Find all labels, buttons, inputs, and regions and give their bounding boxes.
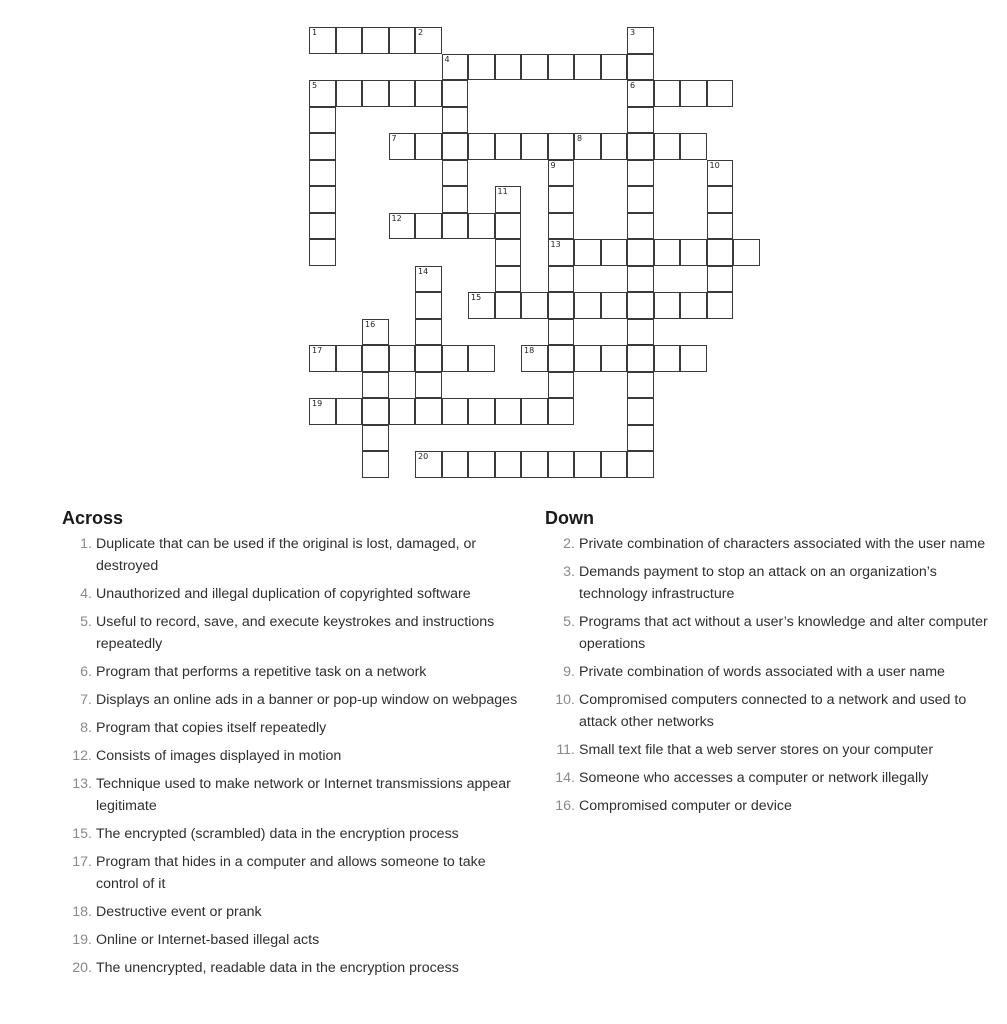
grid-cell[interactable] [601, 451, 628, 478]
grid-cell[interactable] [468, 398, 495, 425]
across-clue [62, 717, 527, 739]
clue-number: 5. [563, 614, 575, 630]
grid-cell[interactable] [574, 451, 601, 478]
cell-number: 3 [630, 28, 636, 37]
down-clue [545, 611, 1005, 655]
down-clue-list [545, 533, 1005, 823]
grid-cell[interactable] [574, 345, 601, 372]
across-clue [62, 773, 527, 817]
grid-cell-18[interactable] [521, 345, 548, 372]
grid-cell[interactable] [627, 160, 654, 187]
grid-cell[interactable] [627, 451, 654, 478]
grid-cell[interactable] [548, 54, 575, 81]
grid-cell[interactable] [627, 345, 654, 372]
grid-cell-15[interactable] [468, 292, 495, 319]
grid-cell[interactable] [601, 345, 628, 372]
grid-cell[interactable] [707, 266, 734, 293]
grid-cell[interactable] [442, 398, 469, 425]
clue-number: 12. [72, 748, 92, 764]
grid-cell[interactable] [415, 213, 442, 240]
grid-cell[interactable] [309, 160, 336, 187]
clue-number: 7. [80, 692, 92, 708]
clue-text: Programs that act without a user’s knowledge and alter computer operations [579, 614, 988, 652]
grid-cell[interactable] [601, 133, 628, 160]
clue-number: 8. [80, 720, 92, 736]
across-clue [62, 957, 527, 979]
clue-text: Unauthorized and illegal duplication of copyrighted software [96, 586, 471, 602]
grid-cell-17[interactable] [309, 345, 336, 372]
across-clue [62, 583, 527, 605]
grid-cell[interactable] [495, 292, 522, 319]
grid-cell[interactable] [495, 398, 522, 425]
clue-number: 13. [72, 776, 92, 792]
grid-cell[interactable] [389, 398, 416, 425]
grid-cell[interactable] [574, 239, 601, 266]
grid-cell[interactable] [548, 213, 575, 240]
grid-cell[interactable] [627, 425, 654, 452]
grid-cell[interactable] [442, 186, 469, 213]
grid-cell[interactable] [601, 54, 628, 81]
grid-cell[interactable] [548, 266, 575, 293]
grid-cell[interactable] [601, 239, 628, 266]
grid-cell[interactable] [680, 239, 707, 266]
grid-cell[interactable] [548, 398, 575, 425]
grid-cell[interactable] [627, 107, 654, 134]
cell-number: 12 [391, 213, 402, 223]
clue-number: 6. [80, 664, 92, 680]
down-heading: Down [545, 508, 594, 528]
grid-cell[interactable] [468, 213, 495, 240]
grid-cell[interactable] [468, 451, 495, 478]
grid-cell[interactable] [548, 372, 575, 399]
grid-cell[interactable] [362, 372, 389, 399]
grid-cell[interactable] [707, 292, 734, 319]
across-heading: Across [62, 508, 124, 528]
grid-cell-12[interactable] [389, 213, 416, 240]
crossword-grid [309, 27, 759, 477]
grid-cell[interactable] [680, 133, 707, 160]
clue-number: 17. [72, 854, 92, 870]
grid-cell[interactable] [627, 54, 654, 81]
clue-text: Displays an online ads in a banner or pop-up window on webpages [96, 692, 518, 708]
grid-cell[interactable] [654, 292, 681, 319]
grid-cell-4[interactable] [442, 54, 469, 81]
grid-cell[interactable] [574, 54, 601, 81]
grid-cell[interactable] [495, 239, 522, 266]
grid-cell[interactable] [707, 186, 734, 213]
grid-cell[interactable] [309, 239, 336, 266]
grid-cell[interactable] [362, 425, 389, 452]
grid-cell[interactable] [495, 213, 522, 240]
cell-number: 20 [418, 452, 429, 461]
grid-cell[interactable] [442, 451, 469, 478]
grid-cell[interactable] [654, 239, 681, 266]
across-clue [62, 661, 527, 683]
cell-number: 17 [312, 346, 323, 355]
cell-number: 8 [577, 134, 583, 143]
grid-cell[interactable] [336, 80, 363, 107]
grid-cell-13[interactable] [548, 239, 575, 266]
clue-text: Private combination of words associated with a user name [579, 664, 945, 680]
cell-number: 18 [524, 346, 535, 355]
grid-cell[interactable] [654, 133, 681, 160]
grid-cell[interactable] [548, 319, 575, 346]
grid-cell-8[interactable] [574, 133, 601, 160]
grid-cell[interactable] [521, 133, 548, 160]
down-clue [545, 661, 1005, 683]
cell-number: 11 [497, 187, 508, 196]
clue-text: Online or Internet-based illegal acts [96, 932, 320, 948]
grid-cell[interactable] [468, 133, 495, 160]
grid-cell[interactable] [495, 54, 522, 81]
grid-cell[interactable] [415, 133, 442, 160]
grid-cell[interactable] [309, 186, 336, 213]
grid-cell[interactable] [548, 345, 575, 372]
cell-number: 5 [312, 81, 318, 90]
grid-cell-16[interactable] [362, 319, 389, 346]
grid-cell[interactable] [415, 345, 442, 372]
cell-number: 13 [550, 240, 561, 249]
grid-cell-20[interactable] [415, 451, 442, 478]
across-clue [62, 823, 527, 845]
clue-text: Consists of images displayed in motion [96, 748, 342, 764]
grid-cell[interactable] [654, 345, 681, 372]
clue-number: 4. [80, 586, 92, 602]
down-clue [545, 767, 1005, 789]
down-clue [545, 795, 1005, 817]
across-clue-list [62, 533, 527, 985]
grid-cell[interactable] [521, 292, 548, 319]
clue-number: 2. [563, 536, 575, 552]
grid-cell[interactable] [415, 372, 442, 399]
grid-cell[interactable] [362, 27, 389, 54]
down-clue [545, 739, 1005, 761]
cell-number: 6 [630, 81, 636, 90]
grid-cell[interactable] [707, 80, 734, 107]
grid-cell[interactable] [627, 186, 654, 213]
clue-text: Program that copies itself repeatedly [96, 720, 327, 736]
grid-cell[interactable] [680, 345, 707, 372]
cell-number: 9 [550, 160, 556, 170]
grid-cell[interactable] [495, 266, 522, 293]
clue-number: 18. [72, 904, 92, 920]
grid-cell[interactable] [521, 398, 548, 425]
grid-cell[interactable] [548, 292, 575, 319]
clue-number: 1. [80, 536, 92, 552]
clue-text: Compromised computers connected to a network and used to attack other networks [579, 692, 967, 730]
across-clue [62, 929, 527, 951]
grid-cell-9[interactable] [548, 160, 575, 187]
cell-number: 19 [312, 399, 323, 408]
clue-number: 10. [555, 692, 575, 708]
across-clue [62, 533, 527, 577]
grid-cell[interactable] [362, 345, 389, 372]
grid-cell-7[interactable] [389, 133, 416, 160]
grid-cell-2[interactable] [415, 27, 442, 54]
grid-cell[interactable] [548, 451, 575, 478]
clue-text: Private combination of characters associated with the user name [579, 536, 986, 552]
grid-cell[interactable] [654, 80, 681, 107]
cell-number: 4 [444, 54, 450, 64]
grid-cell-11[interactable] [495, 186, 522, 213]
grid-cell[interactable] [442, 160, 469, 187]
grid-cell[interactable] [627, 372, 654, 399]
clue-number: 20. [72, 960, 92, 976]
grid-cell-1[interactable] [309, 27, 336, 54]
clue-text: Program that performs a repetitive task on a network [96, 664, 427, 680]
grid-cell[interactable] [601, 292, 628, 319]
clue-text: Duplicate that can be used if the original is lost, damaged, or destroyed [96, 536, 477, 574]
clue-text: Useful to record, save, and execute keystrokes and instructions repeatedly [96, 614, 495, 652]
grid-cell-5[interactable] [309, 80, 336, 107]
grid-cell[interactable] [309, 107, 336, 134]
grid-cell[interactable] [309, 133, 336, 160]
grid-cell[interactable] [521, 54, 548, 81]
grid-cell[interactable] [336, 27, 363, 54]
grid-cell[interactable] [574, 292, 601, 319]
grid-cell[interactable] [362, 398, 389, 425]
cell-number: 1 [312, 28, 318, 37]
clue-text: The unencrypted, readable data in the encryption process [96, 960, 459, 976]
grid-cell[interactable] [521, 451, 548, 478]
clue-number: 15. [72, 826, 92, 842]
grid-cell-6[interactable] [627, 80, 654, 107]
grid-cell[interactable] [627, 319, 654, 346]
grid-cell[interactable] [442, 345, 469, 372]
grid-cell[interactable] [442, 107, 469, 134]
clue-number: 11. [556, 742, 575, 758]
grid-cell[interactable] [442, 80, 469, 107]
down-clue [545, 533, 1005, 555]
cell-number: 16 [365, 319, 376, 329]
grid-cell[interactable] [442, 133, 469, 160]
grid-cell[interactable] [362, 451, 389, 478]
grid-cell[interactable] [389, 27, 416, 54]
grid-cell[interactable] [495, 133, 522, 160]
grid-cell[interactable] [389, 80, 416, 107]
grid-cell[interactable] [415, 398, 442, 425]
clue-text: Compromised computer or device [579, 798, 792, 814]
clue-text: Destructive event or prank [96, 904, 262, 920]
cell-number: 15 [471, 293, 482, 302]
clue-text: The encrypted (scrambled) data in the encryption process [96, 826, 459, 842]
grid-cell[interactable] [389, 345, 416, 372]
cell-number: 7 [391, 134, 397, 143]
grid-cell[interactable] [733, 239, 760, 266]
grid-cell[interactable] [336, 398, 363, 425]
grid-cell-10[interactable] [707, 160, 734, 187]
cell-number: 2 [418, 28, 424, 37]
cell-number: 10 [709, 160, 720, 170]
clue-text: Technique used to make network or Internet transmissions appear legitimate [96, 776, 511, 814]
across-clue [62, 745, 527, 767]
grid-cell[interactable] [362, 80, 389, 107]
grid-cell[interactable] [442, 213, 469, 240]
grid-cell[interactable] [415, 319, 442, 346]
down-clue [545, 689, 1005, 733]
cell-number: 14 [418, 266, 429, 276]
grid-cell[interactable] [415, 80, 442, 107]
clue-text: Program that hides in a computer and allows someone to take control of it [96, 854, 486, 892]
down-clue [545, 561, 1005, 605]
grid-cell[interactable] [627, 398, 654, 425]
grid-cell[interactable] [707, 239, 734, 266]
grid-cell[interactable] [627, 213, 654, 240]
grid-cell-19[interactable] [309, 398, 336, 425]
grid-cell[interactable] [548, 186, 575, 213]
clue-number: 19. [72, 932, 92, 948]
grid-cell[interactable] [707, 213, 734, 240]
grid-cell[interactable] [495, 451, 522, 478]
grid-cell[interactable] [309, 213, 336, 240]
grid-cell[interactable] [336, 345, 363, 372]
grid-cell[interactable] [680, 80, 707, 107]
grid-cell[interactable] [468, 345, 495, 372]
grid-cell[interactable] [415, 292, 442, 319]
grid-cell[interactable] [627, 133, 654, 160]
grid-cell[interactable] [680, 292, 707, 319]
grid-cell-14[interactable] [415, 266, 442, 293]
across-clue [62, 851, 527, 895]
clue-text: Small text file that a web server stores on your computer [579, 742, 934, 758]
grid-cell[interactable] [627, 266, 654, 293]
grid-cell[interactable] [627, 239, 654, 266]
across-clue [62, 901, 527, 923]
grid-cell-3[interactable] [627, 27, 654, 54]
clue-number: 14. [555, 770, 575, 786]
clue-number: 9. [563, 664, 575, 680]
grid-cell[interactable] [468, 54, 495, 81]
grid-cell[interactable] [548, 133, 575, 160]
clue-number: 5. [80, 614, 92, 630]
across-clue [62, 689, 527, 711]
clue-text: Demands payment to stop an attack on an organization’s technology infrastructure [579, 564, 937, 602]
clue-number: 3. [563, 564, 575, 580]
across-clue [62, 611, 527, 655]
clue-number: 16. [555, 798, 575, 814]
grid-cell[interactable] [627, 292, 654, 319]
clue-text: Someone who accesses a computer or network illegally [579, 770, 929, 786]
